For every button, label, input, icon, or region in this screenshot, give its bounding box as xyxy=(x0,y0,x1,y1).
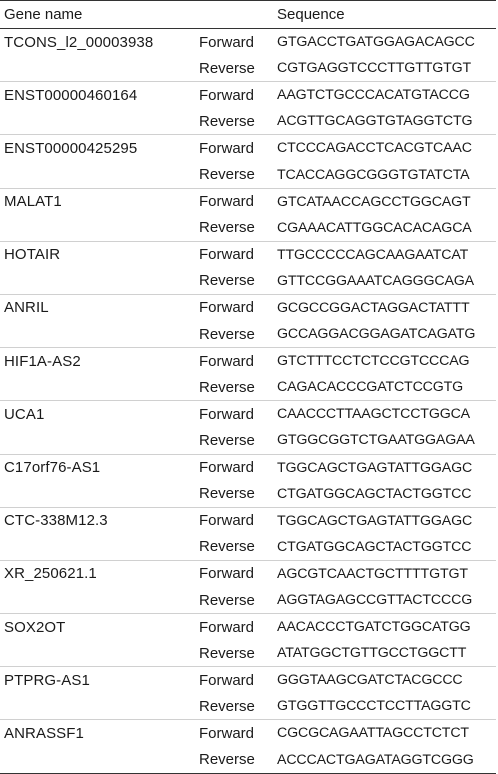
table-row xyxy=(0,507,496,534)
primer-sequence-cell: CGTGAGGTCCCTTGTTGTGT xyxy=(276,55,496,82)
primer-direction-cell: Reverse xyxy=(199,427,276,454)
primer-sequence-cell: AACACCCTGATCTGGCATGG xyxy=(277,619,471,636)
table-row xyxy=(0,693,496,720)
table-row xyxy=(0,747,496,774)
table-row xyxy=(0,454,496,481)
gene-name-cell: MALAT1 xyxy=(4,193,62,211)
primer-direction-cell: Reverse xyxy=(199,693,276,720)
gene-name-cell xyxy=(0,640,199,667)
primer-sequence-cell: GTCTTTCCTCTCCGTCCCAG xyxy=(277,353,470,370)
primer-sequence-cell: GTGGCGGTCTGAATGGAGAA xyxy=(276,427,496,454)
primer-direction-cell: Reverse xyxy=(199,215,276,242)
gene-name-cell: ANRASSF1 xyxy=(4,724,84,742)
table-row xyxy=(0,560,496,587)
gene-name-cell: PTPRG-AS1 xyxy=(4,671,90,689)
gene-name-cell: ENST00000460164 xyxy=(4,86,138,104)
gene-name-cell xyxy=(0,268,199,295)
gene-name-cell xyxy=(0,55,199,82)
primer-direction-cell: Forward xyxy=(199,512,255,530)
table-row xyxy=(0,427,496,454)
gene-name-cell: HIF1A-AS2 xyxy=(4,352,81,370)
primer-sequence-cell: GTGACCTGATGGAGACAGCC xyxy=(277,34,475,51)
primer-sequence-cell: ACGTTGCAGGTGTAGGTCTG xyxy=(276,108,496,135)
gene-name-cell: C17orf76-AS1 xyxy=(4,459,101,477)
gene-name-cell xyxy=(0,747,199,774)
primer-direction-cell: Reverse xyxy=(199,108,276,135)
primer-sequence-cell: GCGCCGGACTAGGACTATTT xyxy=(277,299,470,316)
table-row xyxy=(0,161,496,188)
table-row xyxy=(0,667,496,694)
primer-direction-cell: Forward xyxy=(199,405,255,423)
primer-sequence-cell: CTCCCAGACCTCACGTCAAC xyxy=(277,140,472,157)
primer-sequence-cell: AGCGTCAACTGCTTTTGTGT xyxy=(277,565,468,582)
gene-name-cell xyxy=(0,693,199,720)
primer-sequence-cell: CGCGCAGAATTAGCCTCTCT xyxy=(277,725,469,742)
primer-direction-cell: Reverse xyxy=(199,161,276,188)
primer-direction-cell: Forward xyxy=(199,193,255,211)
primer-direction-cell: Reverse xyxy=(199,534,276,561)
primer-sequence-cell: TCACCAGGCGGGTGTATCTA xyxy=(276,161,496,188)
primer-direction-cell: Reverse xyxy=(199,374,276,401)
gene-name-cell xyxy=(0,481,199,508)
primer-sequence-cell: GTTCCGGAAATCAGGGCAGA xyxy=(276,268,496,295)
primer-sequence-cell: CTGATGGCAGCTACTGGTCC xyxy=(276,534,496,561)
primer-direction-cell: Reverse xyxy=(199,747,276,774)
primer-direction-cell: Reverse xyxy=(199,587,276,614)
table-row xyxy=(0,268,496,295)
gene-name-cell: ENST00000425295 xyxy=(4,139,138,157)
table-header xyxy=(0,1,496,29)
gene-name-cell xyxy=(0,321,199,348)
primer-direction-cell: Forward xyxy=(199,671,255,689)
table-row xyxy=(0,241,496,268)
gene-name-cell: UCA1 xyxy=(4,405,45,423)
primer-direction-cell: Forward xyxy=(199,724,255,742)
header-gene-name: Gene name xyxy=(0,1,199,29)
primer-sequence-cell: AAGTCTGCCCACATGTACCG xyxy=(277,87,470,104)
primer-sequence-cell: GGGTAAGCGATCTACGCCC xyxy=(277,672,463,689)
primer-sequence-cell: AGGTAGAGCCGTTACTCCCG xyxy=(276,587,496,614)
table-row xyxy=(0,55,496,82)
gene-name-cell xyxy=(0,108,199,135)
primer-direction-cell: Forward xyxy=(199,33,255,51)
table-row xyxy=(0,82,496,109)
primer-sequence-cell: ACCCACTGAGATAGGTCGGG xyxy=(276,747,496,774)
table-row xyxy=(0,108,496,135)
table-row xyxy=(0,640,496,667)
header-sequence: Sequence xyxy=(276,1,496,29)
header-direction xyxy=(199,1,276,29)
primer-direction-cell: Reverse xyxy=(199,321,276,348)
primer-sequence-cell: CAACCCTTAAGCTCCTGGCA xyxy=(277,406,470,423)
gene-name-cell xyxy=(0,215,199,242)
table-row xyxy=(0,587,496,614)
gene-name-cell: SOX2OT xyxy=(4,618,66,636)
table-row xyxy=(0,720,496,747)
table-row xyxy=(0,401,496,428)
table-row xyxy=(0,374,496,401)
primer-direction-cell: Forward xyxy=(199,352,255,370)
header-row xyxy=(0,1,496,29)
table-row xyxy=(0,348,496,375)
primer-sequence-cell: TTGCCCCCAGCAAGAATCAT xyxy=(277,246,469,263)
gene-name-cell xyxy=(0,534,199,561)
primer-sequence-cell: CAGACACCCGATCTCCGTG xyxy=(276,374,496,401)
primer-sequence-cell: TGGCAGCTGAGTATTGGAGC xyxy=(277,459,473,476)
gene-name-cell xyxy=(0,161,199,188)
primer-direction-cell: Forward xyxy=(199,618,255,636)
primer-direction-cell: Forward xyxy=(199,246,255,264)
gene-name-cell: ANRIL xyxy=(4,299,49,317)
table-row xyxy=(0,481,496,508)
table-row xyxy=(0,614,496,641)
table-row xyxy=(0,29,496,56)
gene-name-cell: CTC-338M12.3 xyxy=(4,512,108,530)
primer-sequence-cell: TGGCAGCTGAGTATTGGAGC xyxy=(277,512,473,529)
primer-direction-cell: Reverse xyxy=(199,55,276,82)
table-row xyxy=(0,188,496,215)
table-row xyxy=(0,534,496,561)
primer-direction-cell: Forward xyxy=(199,139,255,157)
primer-direction-cell: Forward xyxy=(199,459,255,477)
table-row xyxy=(0,135,496,162)
primer-direction-cell: Forward xyxy=(199,86,255,104)
gene-name-cell xyxy=(0,427,199,454)
primer-sequence-cell: ATATGGCTGTTGCCTGGCTT xyxy=(276,640,496,667)
primer-direction-cell: Reverse xyxy=(199,640,276,667)
primer-direction-cell: Forward xyxy=(199,565,255,583)
primer-direction-cell: Reverse xyxy=(199,268,276,295)
gene-name-cell xyxy=(0,374,199,401)
table-row xyxy=(0,294,496,321)
primer-direction-cell: Reverse xyxy=(199,481,276,508)
gene-name-cell: XR_250621.1 xyxy=(4,565,97,583)
gene-name-cell xyxy=(0,587,199,614)
primer-sequence-cell: GCCAGGACGGAGATCAGATG xyxy=(276,321,496,348)
table-row xyxy=(0,321,496,348)
table-row xyxy=(0,215,496,242)
primer-sequence-cell: GTGGTTGCCCTCCTTAGGTC xyxy=(276,693,496,720)
gene-name-cell: HOTAIR xyxy=(4,246,61,264)
primer-sequence-cell: GTCATAACCAGCCTGGCAGT xyxy=(277,193,471,210)
primer-direction-cell: Forward xyxy=(199,299,255,317)
primer-sequence-cell: CTGATGGCAGCTACTGGTCC xyxy=(276,481,496,508)
primer-sequence-cell: CGAAACATTGGCACACAGCA xyxy=(276,215,496,242)
table-body xyxy=(0,29,496,774)
gene-name-cell: TCONS_l2_00003938 xyxy=(4,33,154,51)
